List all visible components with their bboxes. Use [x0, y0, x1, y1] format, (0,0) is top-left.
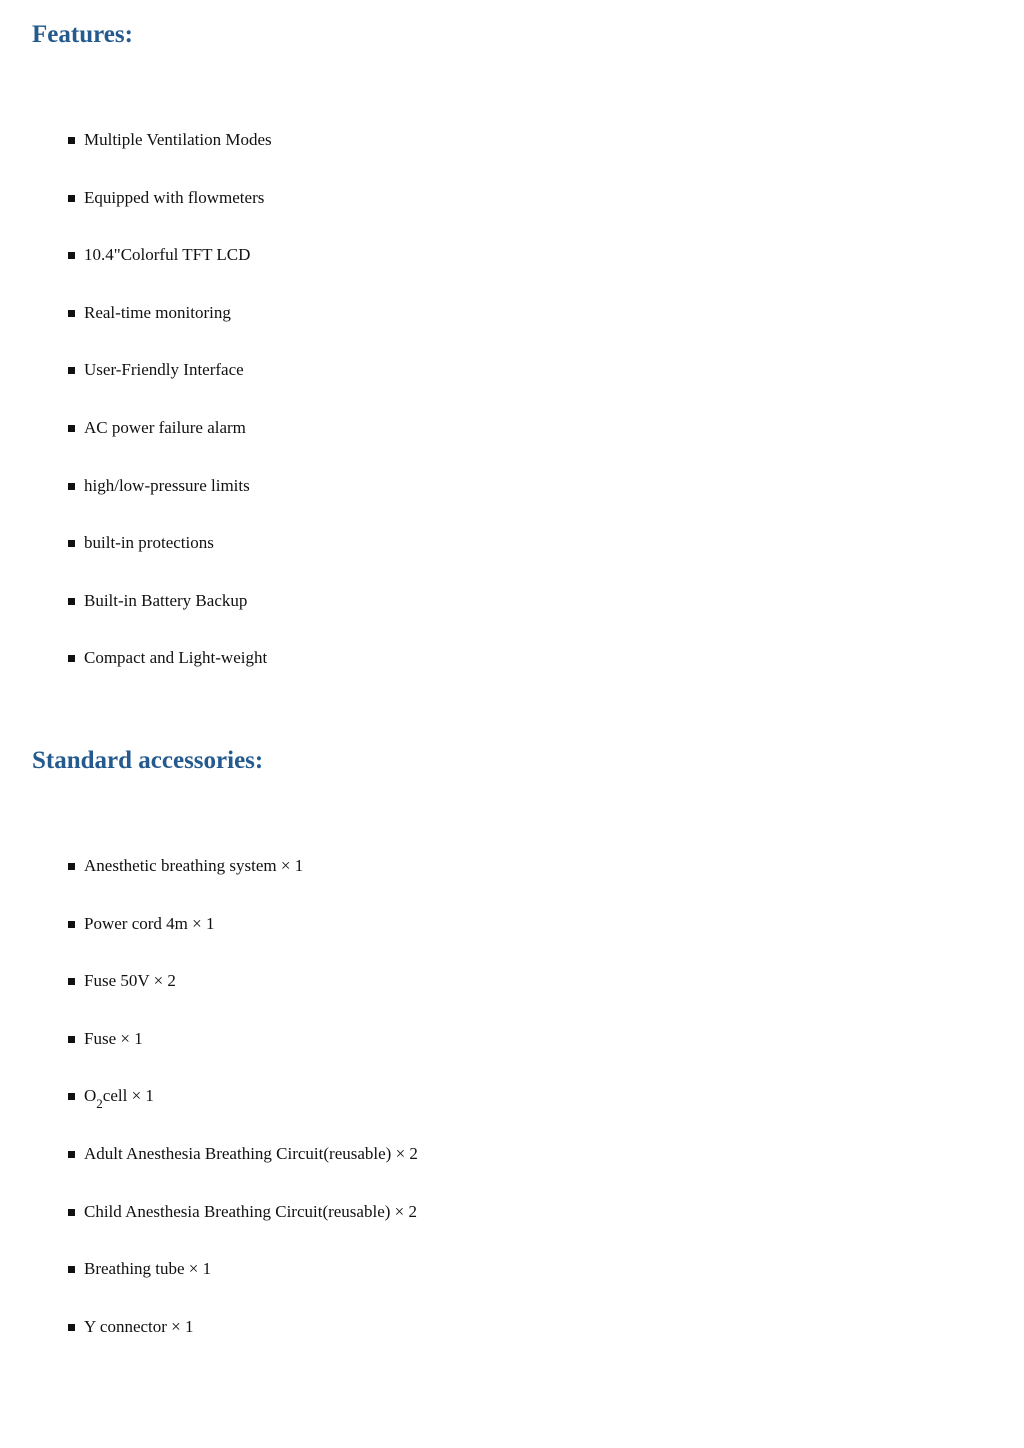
square-bullet-icon	[68, 1151, 75, 1158]
list-item	[0, 529, 272, 587]
list-item	[0, 1198, 418, 1256]
square-bullet-icon	[68, 1266, 75, 1273]
list-item-text: Compact and Light-weight	[84, 648, 268, 668]
square-bullet-icon	[68, 655, 75, 662]
list-item-text: Y connector × 1	[84, 1316, 194, 1336]
list-item-text: Breathing tube × 1	[84, 1259, 212, 1279]
list-item-text: AC power failure alarm	[84, 417, 246, 437]
list-item	[0, 1140, 418, 1198]
list-item	[0, 184, 272, 242]
o2-subscript: 2	[96, 1096, 103, 1112]
square-bullet-icon	[68, 540, 75, 547]
list-item-text: 10.4"Colorful TFT LCD	[84, 245, 251, 265]
list-item-text: Multiple Ventilation Modes	[84, 130, 272, 149]
square-bullet-icon	[68, 978, 75, 985]
accessories-heading: Standard accessories:	[32, 747, 264, 774]
list-item	[0, 126, 272, 184]
square-bullet-icon	[68, 1093, 75, 1100]
list-item-text: Real-time monitoring	[84, 302, 231, 322]
list-item	[0, 852, 418, 910]
accessories-list	[0, 852, 418, 1370]
list-item	[0, 299, 272, 357]
list-item-text: Built-in Battery Backup	[84, 590, 248, 610]
list-item-text: Fuse 50V × 2	[84, 971, 176, 991]
list-item	[0, 241, 272, 299]
list-item	[0, 587, 272, 645]
list-item	[0, 910, 418, 968]
list-item	[0, 472, 272, 530]
list-item-text: built-in protections	[84, 533, 214, 553]
square-bullet-icon	[68, 137, 75, 144]
list-item-text: User-Friendly Interface	[84, 360, 244, 380]
list-item	[0, 1313, 418, 1371]
list-item-text: Anesthetic breathing system × 1	[84, 856, 304, 875]
list-item-text: high/low-pressure limits	[84, 475, 250, 495]
list-item	[0, 967, 418, 1025]
list-item-text: Fuse × 1	[84, 1028, 143, 1048]
square-bullet-icon	[68, 598, 75, 605]
features-heading: Features:	[32, 21, 133, 48]
square-bullet-icon	[68, 483, 75, 490]
list-item	[0, 1255, 418, 1313]
square-bullet-icon	[68, 1324, 75, 1331]
square-bullet-icon	[68, 195, 75, 202]
list-item	[0, 414, 272, 472]
list-item-text: Power cord 4m × 1	[84, 913, 215, 933]
square-bullet-icon	[68, 1209, 75, 1216]
list-item-text: Child Anesthesia Breathing Circuit(reusable) × 2	[84, 1201, 417, 1221]
square-bullet-icon	[68, 425, 75, 432]
o2-base: O	[84, 1086, 97, 1106]
list-item-o2-cell	[0, 1082, 418, 1140]
list-item	[0, 1025, 418, 1083]
list-item-text: Adult Anesthesia Breathing Circuit(reusable) × 2	[84, 1143, 418, 1163]
square-bullet-icon	[68, 310, 75, 317]
square-bullet-icon	[68, 367, 75, 374]
o2-rest: cell × 1	[102, 1086, 154, 1106]
list-item	[0, 644, 272, 702]
list-item-text	[84, 1086, 154, 1112]
list-item	[0, 356, 272, 414]
square-bullet-icon	[68, 921, 75, 928]
list-item-text: Equipped with flowmeters	[84, 187, 265, 207]
features-list	[0, 126, 272, 702]
square-bullet-icon	[68, 863, 75, 870]
square-bullet-icon	[68, 252, 75, 259]
square-bullet-icon	[68, 1036, 75, 1043]
